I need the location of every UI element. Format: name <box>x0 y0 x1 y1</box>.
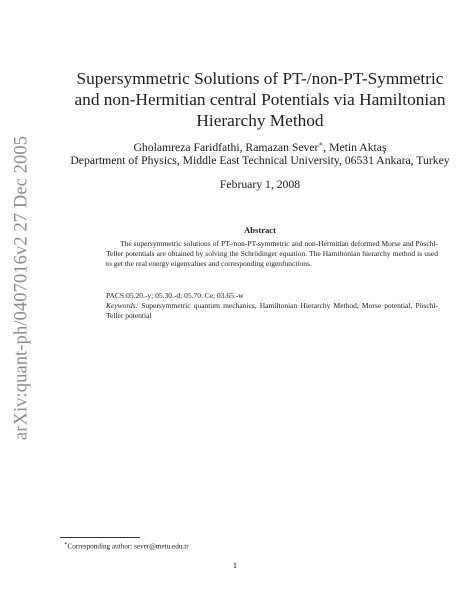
author-names: Gholamreza Faridfathi, Ramazan Sever <box>133 140 319 154</box>
abstract-heading: Abstract <box>244 225 276 235</box>
keywords-label: Keywords: <box>106 301 139 310</box>
arxiv-identifier: arXiv:quant-ph/0407016v2 27 Dec 2005 <box>11 135 32 441</box>
footnote <box>64 540 189 551</box>
arxiv-side-stamp <box>8 135 36 441</box>
page-number: 1 <box>232 560 238 570</box>
title-line-1: Supersymmetric Solutions of PT-/non-PT-Symmetric <box>76 69 444 88</box>
paper-date: February 1, 2008 <box>219 178 301 191</box>
corresponding-author-mark: ∗ <box>318 140 324 148</box>
footnote-rule <box>60 537 140 538</box>
author-names-rest: , Metin Aktaş <box>323 140 387 154</box>
pacs-codes: PACS:05.20.-y; 05.30.-d; 05.70. Ce; 03.65.-w <box>106 291 244 300</box>
abstract-body: The supersymmetric solutions of PT-/non-PT-symmetric and non-Hermitian deformed Morse and Pöschl-Teller potentials are obtained by solving the Schrödinger equation. The Hamiltonian hierarchy method is used to get the real energy eigenvalues and corresponding eigenfunctions. <box>106 239 438 269</box>
paper-title <box>40 68 474 131</box>
author-list <box>45 137 474 155</box>
author-affiliation: Department of Physics, Middle East Technical University, 06531 Ankara, Turkey <box>70 154 450 167</box>
footnote-text: Corresponding author: sever@metu.edu.tr <box>67 542 189 551</box>
footnote-mark: ∗ <box>64 542 68 547</box>
keywords <box>106 301 438 321</box>
keywords-text: Supersymmetric quantum mechanics, Hamiltonian Hierarchy Method, Morse potential, Pöschl-Teller potential <box>106 301 438 321</box>
title-line-2: and non-Hermitian central Potentials via Hamiltonian <box>74 90 446 109</box>
title-line-3: Hierarchy Method <box>196 111 324 130</box>
